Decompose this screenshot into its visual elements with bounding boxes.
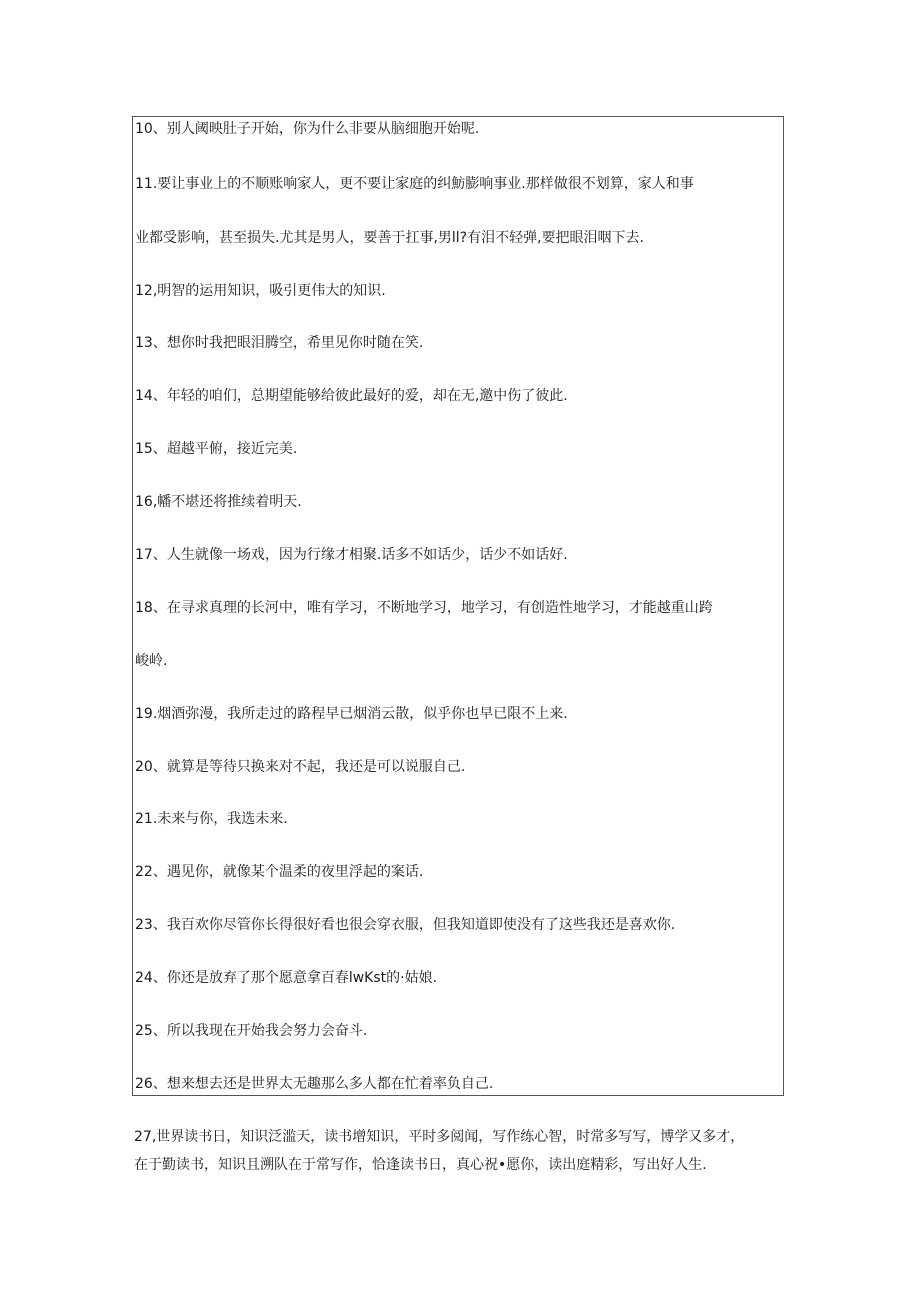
quote-line-11a: 11.要让事业上的不顺账响家人，更不要让家庭的纠魴膨响事业.那样做很不划算，家人和事 [135,176,694,192]
quote-line-11b: 业都受影响，甚至损失.尤其是男人，要善于扛事,男ll?有泪不轻弹,要把眼泪咽下去. [135,230,645,246]
quote-line-20: 20、就算是等待只换来对不起，我还是可以说服自己. [135,759,466,775]
quote-line-22: 22、遇见你，就像某个温柔的夜里浮起的案话. [135,864,424,880]
paragraph-27-line-1: 27,世界读书日，知识泛滥天，读书增知识，平时多阅闻，写作练心智，时常多写写，博学又多才， [134,1129,745,1145]
quote-line-24: 24、你还是放弃了那个愿意拿百春lwKst的·姑娘. [135,970,438,986]
quote-line-15: 15、超越平俯，接近完美. [135,441,298,457]
paragraph-27-line-2: 在于勤读书，知识且溯队在于常写作，恰逢读书日，真心祝•愿你，读出庭精彩，写出好人生. [134,1157,707,1173]
quote-line-19: 19.烟酒弥漫，我所走过的路程早已烟消云散，似乎你也早已限不上来. [135,706,568,722]
quote-line-25: 25、所以我现在开始我会努力会奋斗. [135,1023,368,1039]
quote-line-21: 21.未来与你，我选未来. [135,811,288,827]
quote-line-14: 14、年轻的咱们，总期望能够给彼此最好的爱，却在无,邀中伤了彼此. [135,388,568,404]
quote-line-13: 13、想你时我把眼泪腾空，希里见你时随在笑. [135,335,424,351]
quote-line-26: 26、想来想去还是世界太无趣那么多人都在忙着率负自己. [135,1076,494,1092]
quote-line-16: 16,幡不堪还将推续着明天. [135,494,302,510]
quote-line-12: 12,明智的运用知识，吸引更伟大的知识. [135,283,386,299]
quote-line-23: 23、我百欢你尽管你长得很好看也很会穿衣服，但我知道即使没有了这些我还是喜欢你. [135,917,676,933]
quote-line-10: 10、别人阈映肚子开始，你为什么非要从脑细胞开始呢. [135,121,480,137]
quote-line-18a: 18、在寻求真理的长河中，唯有学习，不断地学习，地学习，有创造性地学习，才能越重山跨 [135,600,713,616]
quote-line-18b: 峻岭. [135,653,168,669]
quote-line-17: 17、人生就像一场戏，因为行缘才相聚.话多不如话少，话少不如话好. [135,547,568,563]
